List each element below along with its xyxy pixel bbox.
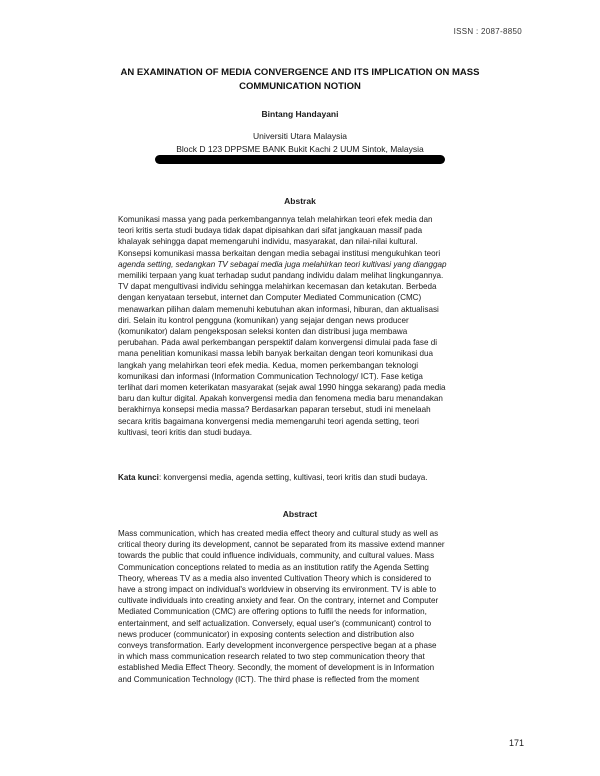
abstrak-line: terlihat dari momen keterikatan masyarakat (sejak awal 1990 hingga sekarang) pada media — [118, 383, 446, 393]
keywords — [118, 473, 496, 482]
keywords-text: : konvergensi media, agenda setting, kultivasi, teori kritis dan studi budaya. — [158, 473, 428, 482]
abstract-line: news producer (communicator) in exposing contents selection and distribution also — [118, 629, 415, 639]
abstrak-line: agenda setting, sedangkan TV sebagai media juga melahirkan teori kultivasi yang dianggap — [118, 259, 447, 269]
abstract-line: Theory, whereas TV as a media also invented Cultivation Theory which is considered to — [118, 573, 432, 583]
abstract-line: in which mass communication research related to two step communication theory that — [118, 652, 425, 662]
paper-title-line-2: COMMUNICATION NOTION — [239, 81, 361, 92]
affiliation-line-2: Block D 123 DPPSME BANK Bukit Kachi 2 UUM Sintok, Malaysia — [176, 144, 424, 154]
abstrak-line: khalayak sehingga dapat memengaruhi individu, masyarakat, dan nilai-nilai kultural. — [118, 237, 418, 247]
abstract-line: critical theory during its development, cannot be separated from its massive extend manner — [118, 540, 445, 550]
abstrak-line: berakhirnya konsepsi media massa? Berdasarkan paparan tersebut, studi ini menelaah — [118, 405, 431, 415]
abstrak-line: Komunikasi massa yang pada perkembangannya telah melahirkan teori efek media dan — [118, 215, 433, 224]
abstract-line: towards the public that could influence individuals, community, and cultural values. Mass — [118, 551, 435, 561]
paper-title — [100, 66, 500, 94]
abstract-line: cultivate individuals into creating anxiety and fear. On the contrary, internet and Computer — [118, 596, 439, 606]
abstrak-line: diri. Selain itu kontrol pengguna (komunikan) yang sejajar dengan news producer — [118, 315, 409, 325]
affiliation-line-1: Universiti Utara Malaysia — [253, 131, 347, 141]
abstract-line: have a strong impact on individual's worldview in observing its environment. TV is able to — [118, 585, 437, 595]
abstract-line: entertainment, and self actualization. Conversely, equal user's (communicant) control to — [118, 618, 432, 628]
abstrak-line: komunikasi dan informasi (Information Communication Technology/ ICT). Fase ketiga — [118, 371, 423, 381]
abstract-line: Mass communication, which has created media effect theory and cultural study as well as — [118, 529, 439, 538]
author-name: Bintang Handayani — [261, 109, 339, 119]
abstrak-line: kultivasi, teori kritis dan studi budaya. — [118, 427, 253, 437]
affiliation — [0, 130, 600, 156]
abstract-line: Mediated Communication (CMC) are offering options to fulfil the needs for information, — [118, 607, 427, 617]
paper-title-line-1: AN EXAMINATION OF MEDIA CONVERGENCE AND ITS IMPLICATION ON MASS — [120, 67, 480, 78]
abstrak-line: dengan kenyataan tersebut, internet dan Computer Mediated Communication (CMC) — [118, 293, 422, 303]
keywords-label: Kata kunci — [118, 473, 159, 482]
page-number: 171 — [508, 738, 524, 748]
issn-number: ISSN : 2087-8850 — [453, 27, 522, 36]
abstrak-line: TV dapat mengultivasi individu sehingga melahirkan kecemasan dan ketakutan. Berbeda — [118, 282, 437, 292]
abstrak-line: mana penelitian komunikasi massa lebih banyak berkaitan dengan teori komunikasi dua — [118, 349, 433, 359]
abstract-line: established Media Effect Theory. Secondly, the moment of development is in Information — [118, 663, 435, 673]
abstract-line: and Communication Technology (ICT). The third phase is reflected from the moment — [118, 674, 420, 684]
abstrak-line: baru dan kultur digital. Apakah konvergensi media dan fenomena media baru menandakan — [118, 394, 443, 404]
abstrak-line: Konsepsi komunikasi massa berkaitan dengan media sebagai institusi mengukuhkan teori — [118, 248, 441, 258]
abstrak-line: teori kritis serta studi budaya tidak dapat dipisahkan dari sifat jangkauan massif pada — [118, 226, 423, 236]
abstract-heading: Abstract — [282, 509, 318, 519]
abstract-line: conveys transformation. Early development inconvergence perspective began at a phase — [118, 641, 437, 651]
abstrak-line: (komunikator) dalam pengeksposan seleksi konten dan distribusi juga membawa — [118, 327, 408, 337]
redaction-bar — [155, 155, 445, 164]
abstrak-line: perubahan. Pada awal perkembangan perspektif dalam konvergensi dimulai pada fase di — [118, 338, 438, 348]
abstrak-line: memiliki terpaan yang kuat terhadap sudut pandang individu dalam melihat lingkungannya. — [118, 271, 444, 281]
abstrak-heading: Abstrak — [284, 196, 316, 206]
abstract-line: Communication conceptions related to media as an institution ratify the Agenda Setting — [118, 562, 429, 572]
abstract-body — [118, 528, 496, 685]
abstrak-line: langkah yang melahirkan teori efek media. Kedua, momen perkembangan teknologi — [118, 360, 419, 370]
abstrak-line: secara kritis bagaimana konvergensi media memengaruhi teori agenda setting, teori — [118, 416, 419, 426]
abstrak-line: menawarkan pilihan dalam memenuhi kebutuhan akan informasi, hiburan, dan aktualisasi — [118, 304, 439, 314]
abstrak-body — [118, 214, 496, 438]
